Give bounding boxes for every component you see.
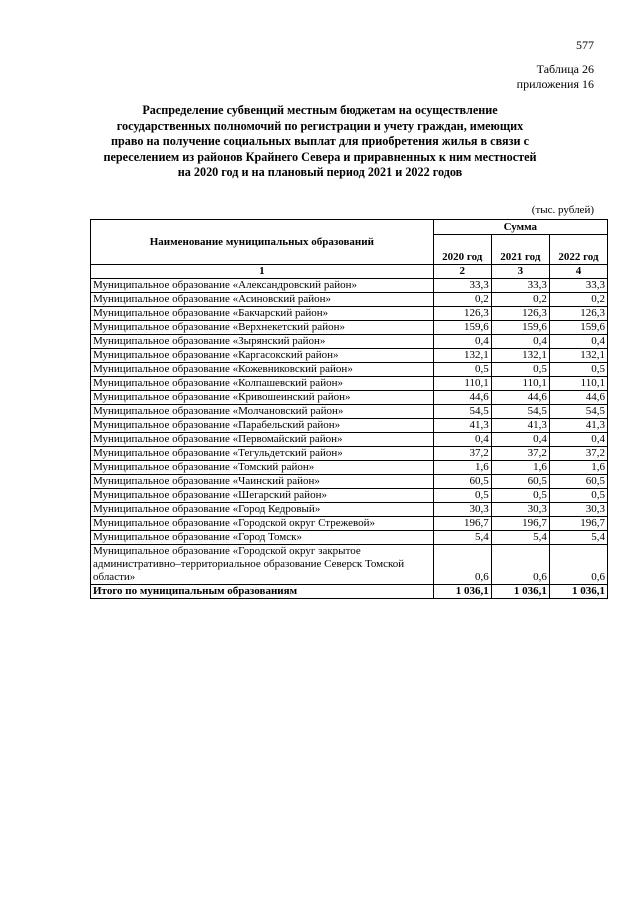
column-number: 1 (91, 265, 434, 279)
amount-2022: 30,3 (549, 503, 607, 517)
amount-2022: 0,4 (549, 433, 607, 447)
amount-2021: 60,5 (491, 475, 549, 489)
table-row (91, 349, 608, 363)
title-line: на 2020 год и на плановый период 2021 и 2022 годов (177, 165, 463, 180)
amount-2020: 159,6 (433, 321, 491, 335)
amount-2022: 0,4 (549, 335, 607, 349)
title-line: Распределение субвенций местным бюджетам на осуществление (142, 103, 498, 117)
table-row (91, 489, 608, 503)
amount-2021: 0,4 (491, 335, 549, 349)
column-number: 2 (433, 265, 491, 279)
municipality-name: Муниципальное образование «Асиновский район» (91, 293, 434, 307)
municipality-name: Муниципальное образование «Кривошеинский район» (91, 391, 434, 405)
amount-2022: 159,6 (549, 321, 607, 335)
table-row (91, 307, 608, 321)
amount-2020: 196,7 (433, 517, 491, 531)
municipality-name: Муниципальное образование «Город Кедровый» (91, 503, 434, 517)
units-label: (тыс. рублей) (531, 204, 594, 216)
amount-2021: 30,3 (491, 503, 549, 517)
amount-2022: 0,5 (549, 489, 607, 503)
municipality-name: Муниципальное образование «Чаинский район» (91, 475, 434, 489)
column-number: 4 (549, 265, 607, 279)
amount-2020: 0,5 (433, 489, 491, 503)
amount-2022: 0,5 (549, 363, 607, 377)
amount-2021: 37,2 (491, 447, 549, 461)
amount-2022: 5,4 (549, 531, 607, 545)
amount-2022: 110,1 (549, 377, 607, 391)
amount-2021: 196,7 (491, 517, 549, 531)
municipality-name: Муниципальное образование «Тегульдетский район» (91, 447, 434, 461)
amount-2021: 132,1 (491, 349, 549, 363)
amount-2021: 0,2 (491, 293, 549, 307)
table-row (91, 503, 608, 517)
table-row (91, 461, 608, 475)
amount-2020: 1,6 (433, 461, 491, 475)
amount-2020: 0,5 (433, 363, 491, 377)
amount-2021: 1,6 (491, 461, 549, 475)
amount-2020: 37,2 (433, 447, 491, 461)
municipality-name: Муниципальное образование «Александровский район» (91, 279, 434, 293)
amount-2022: 0,6 (549, 545, 607, 585)
table-row (91, 545, 608, 585)
amount-2020: 5,4 (433, 531, 491, 545)
title-line: государственных полномочий по регистрации и учету граждан, имеющих (116, 118, 524, 133)
total-amount-2022: 1 036,1 (549, 585, 607, 599)
amount-2022: 41,3 (549, 419, 607, 433)
table-row (91, 279, 608, 293)
amount-2020: 0,6 (433, 545, 491, 585)
amount-2020: 30,3 (433, 503, 491, 517)
municipality-name: Муниципальное образование «Кожевниковский район» (91, 363, 434, 377)
amount-2021: 33,3 (491, 279, 549, 293)
amount-2020: 44,6 (433, 391, 491, 405)
table-row (91, 391, 608, 405)
amount-2022: 60,5 (549, 475, 607, 489)
subvention-table (90, 219, 608, 599)
amount-2020: 132,1 (433, 349, 491, 363)
municipality-name: Муниципальное образование «Зырянский район» (91, 335, 434, 349)
table-row (91, 447, 608, 461)
table-row (91, 475, 608, 489)
amount-2021: 0,5 (491, 489, 549, 503)
amount-2021: 44,6 (491, 391, 549, 405)
municipality-name: Муниципальное образование «Шегарский район» (91, 489, 434, 503)
amount-2021: 5,4 (491, 531, 549, 545)
table-body (91, 279, 608, 599)
amount-2022: 126,3 (549, 307, 607, 321)
amount-2021: 0,6 (491, 545, 549, 585)
title-line: переселением из районов Крайнего Севера и приравненных к ним местностей (103, 149, 537, 164)
municipality-name: Муниципальное образование «Каргасокский район» (91, 349, 434, 363)
total-label: Итого по муниципальным образованиям (91, 585, 434, 599)
table-row (91, 405, 608, 419)
amount-2021: 54,5 (491, 405, 549, 419)
amount-2020: 33,3 (433, 279, 491, 293)
municipality-name: Муниципальное образование «Томский район» (91, 461, 434, 475)
municipality-name: Муниципальное образование «Колпашевский район» (91, 377, 434, 391)
table-row (91, 433, 608, 447)
header-sum: Сумма (433, 220, 607, 235)
amount-2020: 41,3 (433, 419, 491, 433)
table-ref-line1: Таблица 26 (536, 62, 594, 76)
table-row (91, 321, 608, 335)
amount-2021: 126,3 (491, 307, 549, 321)
municipality-name: Муниципальное образование «Город Томск» (91, 531, 434, 545)
total-amount-2020: 1 036,1 (433, 585, 491, 599)
table-ref-line2: приложения 16 (516, 77, 594, 91)
total-row (91, 585, 608, 599)
header-year-2022: 2022 год (549, 235, 607, 265)
amount-2020: 0,4 (433, 335, 491, 349)
municipality-name: Муниципальное образование «Бакчарский район» (91, 307, 434, 321)
amount-2022: 1,6 (549, 461, 607, 475)
municipality-name: Муниципальное образование «Парабельский район» (91, 419, 434, 433)
municipality-name: Муниципальное образование «Городской округ закрытое административно–территориальное образование Северск Томской области» (91, 545, 434, 585)
amount-2022: 44,6 (549, 391, 607, 405)
table-row (91, 363, 608, 377)
municipality-name: Муниципальное образование «Городской округ Стрежевой» (91, 517, 434, 531)
total-amount-2021: 1 036,1 (491, 585, 549, 599)
table-row (91, 531, 608, 545)
amount-2020: 110,1 (433, 377, 491, 391)
amount-2021: 0,4 (491, 433, 549, 447)
amount-2022: 0,2 (549, 293, 607, 307)
amount-2022: 196,7 (549, 517, 607, 531)
amount-2020: 126,3 (433, 307, 491, 321)
header-name: Наименование муниципальных образований (91, 220, 434, 265)
title-line: право на получение социальных выплат для приобретения жилья в связи с (111, 134, 529, 149)
table-row (91, 517, 608, 531)
amount-2021: 159,6 (491, 321, 549, 335)
municipality-name: Муниципальное образование «Первомайский район» (91, 433, 434, 447)
table-reference (517, 62, 594, 92)
header-year-2021: 2021 год (491, 235, 549, 265)
table-row (91, 293, 608, 307)
amount-2020: 54,5 (433, 405, 491, 419)
amount-2021: 110,1 (491, 377, 549, 391)
header-year-2020: 2020 год (433, 235, 491, 265)
amount-2021: 0,5 (491, 363, 549, 377)
table-row (91, 377, 608, 391)
table-row (91, 335, 608, 349)
amount-2020: 0,4 (433, 433, 491, 447)
municipality-name: Муниципальное образование «Молчановский район» (91, 405, 434, 419)
amount-2022: 37,2 (549, 447, 607, 461)
page-number: 577 (576, 38, 594, 52)
document-title (70, 103, 570, 181)
amount-2021: 41,3 (491, 419, 549, 433)
column-number: 3 (491, 265, 549, 279)
amount-2022: 132,1 (549, 349, 607, 363)
amount-2020: 0,2 (433, 293, 491, 307)
amount-2022: 54,5 (549, 405, 607, 419)
table-row (91, 419, 608, 433)
amount-2022: 33,3 (549, 279, 607, 293)
municipality-name: Муниципальное образование «Верхнекетский район» (91, 321, 434, 335)
amount-2020: 60,5 (433, 475, 491, 489)
